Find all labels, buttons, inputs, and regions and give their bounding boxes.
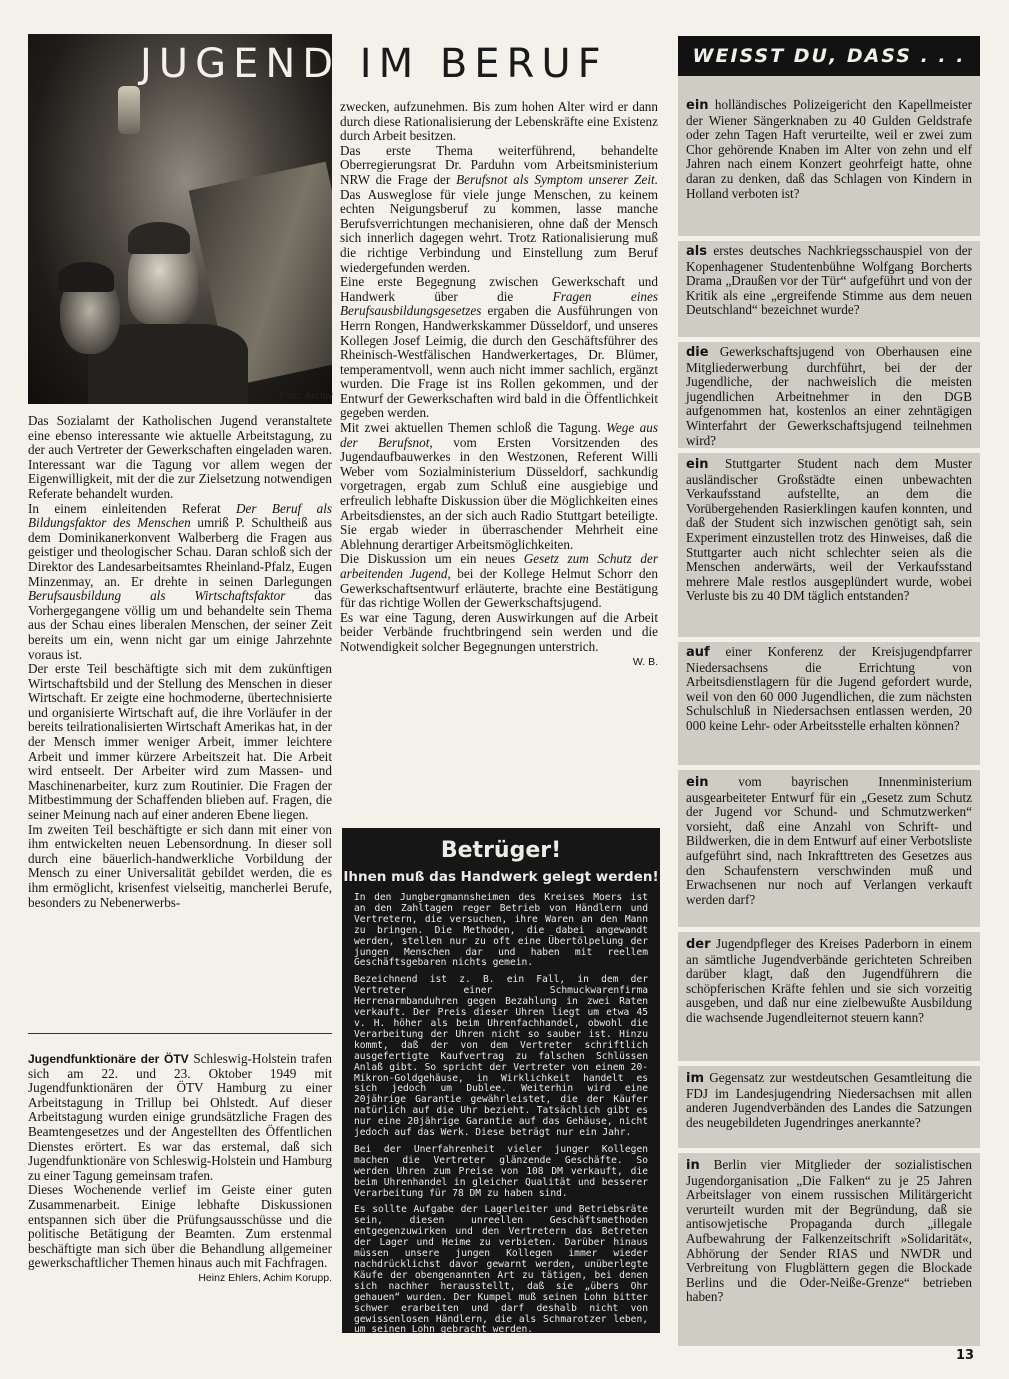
page-number: 13 — [956, 1348, 975, 1363]
photo-young-miners — [28, 34, 332, 404]
sidebar-divider — [678, 1148, 980, 1153]
article-column-2 — [340, 100, 658, 669]
box-paragraph: In den Jungbergmannsheimen des Kreises Moers ist an den Zahltagen reger Betrieb von Händlern und Vertretern, die versuchen, ihre Waren an den Mann zu bringen. Die Methoden, die dabei angewandt werden, stellen nur zu oft eine Übertölpelung der jungen Menschen dar und haben mit reellem Geschäftsgebaren nichts gemein. — [354, 892, 648, 969]
article-paragraph: Die Diskussion um ein neues Gesetz zum Schutz der arbeitenden Jugend, bei der Kollege Helmut Schorr den Gewerkschaftsentwurf erläuterte, brachte eine Bestätigung für das richtige Wollen der Gewerkschaftsjugend. — [340, 551, 658, 611]
headline-part1: JUGEND — [140, 41, 341, 87]
article-paragraph: Dieses Wochenende verlief im Geiste einer guten Zusammenarbeit. Einige lebhafte Diskussionen entspannen sich über die Prüfungsausschüsse und die politische Betätigung der Beamten. Zum erstenmal beschäftigte man sich über die Behandlung allgemeiner gewerkschaftlicher Themen hinaus auch mit Fachfragen. — [28, 1182, 332, 1271]
sidebar-item: im Gegensatz zur westdeutschen Gesamtleitung die FDJ im Landesjugendring Niedersachsen mit allen anderen Jugendverbänden des Landes die Satzungen des neugebildeten Jugendringes anerkannte? — [686, 1070, 972, 1130]
sidebar-item: als erstes deutsches Nachkriegsschauspiel von der Kopenhagener Studentenbühne Wolfgang Borcherts Drama „Draußen vor der Tür“ aufgeführt und von der Kritik als eine „ergreifende Stimme aus dem neuen Deutschland“ bezeichnet wurde? — [686, 243, 972, 318]
box-subtitle: Ihnen muß das Handwerk gelegt werden! — [343, 869, 659, 885]
article-paragraph: Mit zwei aktuellen Themen schloß die Tagung. Wege aus der Berufsnot, vom Ersten Vorsitzenden des Jugendaufbauwerkes in den Westzonen, Referent Willi Weber vom Sozialministerium Düsseldorf, sachkundig vorgetragen, ergab zum Schluß eine ausgiebige und erfreulich lebhafte Diskussion über die Möglichkeiten eines Arbeitsdienstes, an der sich auch Radio Stuttgart beteiligte. Sie ergab wieder in überraschender Mehrheit eine Ablehnung derartiger Arbeitsmöglichkeiten. — [340, 420, 658, 552]
sidebar-item: der Jugendpfleger des Kreises Paderborn in einem an sämtliche Jugendverbände gerichteten Schreiben darüber klagt, daß den Jugendführern die schöpferischen Kräfte fehlen und sie sich vorzeitig ausgeben, und daß nur eine zielbewußte Ausbildung die wachsende Jugendleiternot steuern kann? — [686, 936, 972, 1025]
article-paragraph: In einem einleitenden Referat Der Beruf als Bildungsfaktor des Menschen umriß P. Schultheiß aus dem Dominikanerkonvent Walberberg die Fragen aus geistiger und theologischer Schau. Daran schloß sich der Direktor des Landesarbeitsamtes Rheinland-Pfalz, Eugen Minzenmay, an. Er drehte in seinen Darlegungen Berufsausbildung als Wirtschaftsfaktor das Vorhergegangene völlig um und behandelte sein Thema aus der Schau eines liberalen Menschen, der seiner Zeit bereits um ein, wenn nicht gar um einige Jahrzehnte voraus ist. — [28, 500, 332, 662]
sidebar-divider — [678, 637, 980, 642]
sidebar-item: auf einer Konferenz der Kreisjugendpfarrer Niedersachsens die Errichtung von Arbeitsdienstlagern für die Jugend gefordert wurde, weil von den 60 000 Jugendlichen, die zum nächsten Schulschluß in Niedersachsen entlassen werden, 20 000 keine Lehr- oder Arbeitsstelle erhalten können? — [686, 644, 972, 733]
article-paragraph: zwecken, aufzunehmen. Bis zum hohen Alter wird er dann durch diese Rationalisierung der Lebenskräfte eine Existenz durch Arbeit besitzen. — [340, 99, 658, 144]
sidebar-divider — [678, 765, 980, 770]
otv-signature: Heinz Ehlers, Achim Korupp. — [198, 1271, 332, 1284]
article-paragraph: Das Sozialamt der Katholischen Jugend veranstaltete eine ebenso interessante wie aktuelle Arbeitstagung, zu der auch Vertreter der Gewerkschaften eingeladen waren. Interessant war die Tagung vor allem wegen der Eigenwilligkeit, mit der die zur Zielsetzung notwendigen Referate behandelt wurden. — [28, 413, 332, 501]
photo-credit: Foto: Archiv — [280, 391, 333, 402]
sidebar-divider — [678, 1061, 980, 1066]
article-paragraph: Es war eine Tagung, deren Auswirkungen auf die Arbeit beider Verbände fruchtbringend sein werden und die Notwendigkeit solcher Begegnungen unterstrich. — [340, 609, 658, 654]
headline-part2: IM BERUF — [359, 41, 608, 87]
sidebar-item: die Gewerkschaftsjugend von Oberhausen eine Mitgliederwerbung durchführt, bei der der Jugendliche, der nachweislich die meisten jugendlichen Arbeitnehmer in den DGB aufgenommen hat, kostenlos an einer zehntägigen Winterfahrt der Gewerkschaftsjugend teilnehmen wird? — [686, 344, 972, 448]
article-paragraph: Im zweiten Teil beschäftigte er sich dann mit einer von ihm entwickelten neuen Lebensordnung. In dieser soll durch eine bäuerlich-handwerkliche Vorbildung der Mensch zu einer Universalität gebildet werden, die es ihm ermöglicht, krisenfest vielseitig, mancherlei Berufe, besonders zu Nebenerwerbs- — [28, 821, 332, 910]
article-paragraph: Jugendfunktionäre der ÖTV Schleswig-Holstein trafen sich am 22. und 23. Oktober 1949 mit Jugendfunktionären der ÖTV Hamburg zu einer Arbeitstagung in Trillup bei Ohlstedt. Auf dieser Arbeitstagung wurden einige grundsätzliche Fragen des Beamtengesetzes und der Angestellten des Öffentlichen Dienstes erörtert. Es war das erstemal, daß sich Jugendfunktionäre von Schleswig-Holstein und Hamburg zu einer Tagung gemeinsam trafen. — [28, 1051, 332, 1183]
sidebar-header: WEISST DU, DASS . . . — [678, 36, 980, 76]
sidebar-item: ein holländisches Polizeigericht den Kapellmeister der Wiener Sängerknaben zu 40 Gulden Geldstrafe oder zehn Tagen Haft verurteilte, weil er zwei zum Chor gehörende Knaben im Alter von zehn und elf Jahren nach einem Konzert geohrfeigt hatte, ohne daran zu denken, daß das Schlagen von Kindern in Holland verboten ist? — [686, 97, 972, 201]
box-paragraph: Es sollte Aufgabe der Lagerleiter und Betriebsräte sein, diesen unreellen Geschäftsmethoden entgegenzuwirken und den Vertretern das Betreten der Lager und Heime zu verbieten. Darüber hinaus müssen unsere jungen Kollegen immer wieder nachdrücklichst davor gewarnt werden, unüberlegte Käufe der obengenannten Art zu tätigen, bei denen sich nachher herausstellt, daß sie „übers Ohr gehauen“ wurden. Der Kumpel muß seinen Lohn bitter schwer erarbeiten und darf deshalb nicht von gewissenlosen Händlern, die als Schmarotzer leben, um seinen Lohn gebracht werden. — [354, 1204, 648, 1336]
box-paragraph: Bei der Unerfahrenheit vieler junger Kollegen machen die Vertreter glänzende Geschäfte. So werden Uhren zum Preise von 108 DM verkauft, die beim Uhrenhandel in gleicher Qualität und besserer Verarbeitung für 78 DM zu haben sind. — [354, 1143, 648, 1199]
sidebar-divider — [678, 927, 980, 932]
article-paragraph: Das erste Thema weiterführend, behandelte Oberregierungsrat Dr. Parduhn vom Arbeitsministerium NRW die Frage der Berufsnot als Symptom unserer Zeit. Das Ausweglose für viele junge Menschen, zu keinem echten Neigungsberuf zu kommen, lasse manche Berufsverrichtungen mechanisieren, ohne daß der Mensch sich innerlich dagegen wehrt. Trotz Rationalisierung muß die richtige Verbindung und Einstellung zum Beruf wiedergefunden werden. — [340, 142, 658, 275]
sidebar-item: ein vom bayrischen Innenministerium ausgearbeiteter Entwurf für ein „Gesetz zum Schutz der Jugend vor Schund- und Schmutzwerken“ vorsieht, daß eine Anzahl von Schrift- und Bildwerken, die in dem Entwurf auf einer Verbotsliste aufgeführt sind, nach Inkrafttreten des Gesetzes aus den Schaufenstern verschwinden muß und Erwachsenen nur noch auf Verlangen verkauft werden darf? — [686, 774, 972, 907]
otv-runin-heading: Jugendfunktionäre der ÖTV — [28, 1052, 189, 1066]
headline — [140, 41, 608, 87]
divider — [28, 1033, 332, 1034]
article-signature: W. B. — [632, 655, 658, 668]
sidebar-item: ein Stuttgarter Student nach dem Muster ausländischer Großstädte einen unbewachten Verkaufsstand aufstellte, an dem die Vorübergehenden Rasierklingen kaufen konnten, und daß der Student sich inzwischen genötigt sah, sein Experiment einzustellen trotz des Hinweises, daß die Stuttgarter auch nicht schlechter seien als die Menschen anderwärts, weil der Verkaufsstand mehrere Male restlos ausgeplündert wurde, wobei Verluste bis zu 40 DM täglich entstanden? — [686, 456, 972, 604]
miner-lamp-icon — [118, 86, 140, 134]
article-paragraph: Der erste Teil beschäftigte sich mit dem zukünftigen Wirtschaftsbild und der Stellung des Menschen in dieser Wirtschaft. Er zeigte eine hochmoderne, übertechnisierte und organisierte Wirtschaft auf, die ihre Vorläufer in der bereits teilrationalisierten Wirtschaft Amerikas hat, in der der Mensch immer weniger Arbeit, immer leichtere Arbeit und immer kürzere Arbeitszeit hat. Die Arbeit wird entseelt. Der Arbeiter wird zum Massen- und Maschinenarbeiter, kurz zum Routinier. Die Fragen der Mitbestimmung der Schaffenden blieben auf. Fragen, die seiner Meinung nach auf einer anderen Ebene liegen. — [28, 661, 332, 823]
article-column-1 — [28, 414, 332, 910]
box-paragraph: Bezeichnend ist z. B. ein Fall, in dem der Vertreter einer Schmuckwarenfirma Herrenarmbanduhren gegen Bezahlung in zwei Raten verkauft. Der Preis dieser Uhren liegt um etwa 45 v. H. höher als beim Uhrenfachhandel, obwohl die Verarbeitung der Uhren nicht so sauber ist. Hinzu kommt, daß der von dem Vertreter schriftlich ausgefertigte Kaufvertrag zu falschen Schlüssen Anlaß gibt. So spricht der Vertreter von einem 20-Mikron-Goldgehäuse, in Wirklichkeit handelt es sich jedoch um Dublee. Weiterhin wird eine 20jährige Garantie gewährleistet, die der Käufer natürlich auf die Uhr bezieht. Tatsächlich gibt es nur eine 20jährige Garantie auf das Gehäuse, nicht jedoch auf das Werk. Diese beträgt nur ein Jahr. — [354, 974, 648, 1139]
box-title: Betrüger! — [440, 838, 562, 863]
betrueger-box — [342, 828, 660, 1336]
sidebar-item: in Berlin vier Mitglieder der sozialistischen Jugendorganisation „Die Falken“ zu je 25 Jahren Arbeitslager von einem russischen Militärgericht verurteilt wurden mit der Begründung, daß sie antisowjetische Propaganda durch „illegale Aufbewahrung der Falkenzeitschrift »Solidarität«, Abhörung der Sender RIAS und NWDR und Verbreitung von Flugblättern gegen die Blockade Berlins und die Oder-Neiße-Grenze“ betrieben haben? — [686, 1157, 972, 1305]
sidebar-divider — [678, 448, 980, 453]
otv-report — [28, 1052, 332, 1286]
sidebar-divider — [678, 236, 980, 241]
article-paragraph: Eine erste Begegnung zwischen Gewerkschaft und Handwerk über die Fragen eines Berufsausbildungsgesetzes ergaben die Ausführungen von Herrn Rongen, Handwerkskammer Düsseldorf, und unseres Kollegen Josef Leimig, die durch den Geschäftsführer des Rheinisch-Westfälischen Handwerkertages, Dr. Blümer, temperamentvoll, wenn auch nicht immer sachlich, ergänzt wurden. Die Frage ist ins Rollen gekommen, und der Entwurf der Gewerkschaften wird bald in die Öffentlichkeit gegeben werden. — [340, 274, 658, 421]
sidebar-divider — [678, 337, 980, 342]
box-body — [342, 893, 660, 1336]
